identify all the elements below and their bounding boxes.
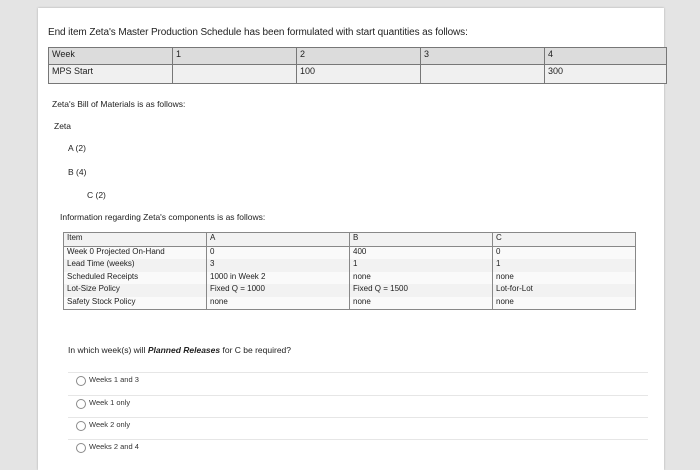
option-label: Week 1 only <box>89 398 131 407</box>
mps-start-label: MPS Start <box>49 65 173 84</box>
header-cell: A <box>207 233 350 247</box>
answer-option-2[interactable] <box>68 395 648 412</box>
mps-week-cell: 2 <box>297 48 421 65</box>
mps-week-cell: 1 <box>173 48 297 65</box>
radio-button[interactable] <box>76 399 86 409</box>
cell-c: none <box>493 297 636 310</box>
option-label: Weeks 2 and 4 <box>89 442 139 451</box>
header-cell: B <box>350 233 493 247</box>
header-cell: C <box>493 233 636 247</box>
answer-option-4[interactable] <box>68 439 648 456</box>
cell-a: 1000 in Week 2 <box>207 272 350 285</box>
mps-start-cell <box>421 65 545 84</box>
question-card <box>38 8 664 470</box>
cell-a: 0 <box>207 246 350 259</box>
table-row <box>64 272 636 285</box>
bom-item-a: A (2) <box>68 143 86 153</box>
bom-item-b: B (4) <box>68 167 87 177</box>
question-emphasis: Planned Releases <box>147 345 221 355</box>
mps-start-cell <box>173 65 297 84</box>
mps-table <box>48 47 667 84</box>
row-label: Safety Stock Policy <box>64 297 207 310</box>
cell-b: 400 <box>350 246 493 259</box>
table-row <box>64 246 636 259</box>
answer-option-1[interactable] <box>68 372 648 389</box>
question-suffix: for C be required? <box>220 345 291 355</box>
mps-start-cell: 300 <box>545 65 667 84</box>
mps-week-label: Week <box>49 48 173 65</box>
cell-b: none <box>350 297 493 310</box>
table-row <box>64 284 636 297</box>
components-heading: Information regarding Zeta's components is as follows: <box>60 212 266 222</box>
mps-week-cell: 3 <box>421 48 545 65</box>
cell-b: Fixed Q = 1500 <box>350 284 493 297</box>
radio-button[interactable] <box>76 376 86 386</box>
cell-c: 1 <box>493 259 636 272</box>
table-row <box>64 297 636 310</box>
mps-week-row <box>49 48 667 65</box>
components-table <box>63 232 636 310</box>
radio-button[interactable] <box>76 443 86 453</box>
mps-start-row <box>49 65 667 84</box>
option-label: Weeks 1 and 3 <box>89 375 139 384</box>
cell-c: 0 <box>493 246 636 259</box>
header-cell: Item <box>64 233 207 247</box>
row-label: Lot-Size Policy <box>64 284 207 297</box>
mps-week-cell: 4 <box>545 48 667 65</box>
row-label: Week 0 Projected On-Hand <box>64 246 207 259</box>
table-row <box>64 259 636 272</box>
cell-a: none <box>207 297 350 310</box>
intro-text: End item Zeta's Master Production Schedule has been formulated with start quantities as follows: <box>48 27 468 38</box>
row-label: Scheduled Receipts <box>64 272 207 285</box>
components-header-row <box>64 233 636 247</box>
cell-b: 1 <box>350 259 493 272</box>
cell-b: none <box>350 272 493 285</box>
option-label: Week 2 only <box>89 420 131 429</box>
question-prefix: In which week(s) will <box>68 345 148 355</box>
cell-a: Fixed Q = 1000 <box>207 284 350 297</box>
answer-option-3[interactable] <box>68 417 648 434</box>
mps-start-cell: 100 <box>297 65 421 84</box>
bom-root: Zeta <box>54 121 72 131</box>
radio-button[interactable] <box>76 421 86 431</box>
cell-c: none <box>493 272 636 285</box>
cell-a: 3 <box>207 259 350 272</box>
question-text <box>68 345 291 355</box>
bom-heading: Zeta's Bill of Materials is as follows: <box>52 99 186 109</box>
row-label: Lead Time (weeks) <box>64 259 207 272</box>
cell-c: Lot-for-Lot <box>493 284 636 297</box>
bom-item-c: C (2) <box>87 190 106 200</box>
